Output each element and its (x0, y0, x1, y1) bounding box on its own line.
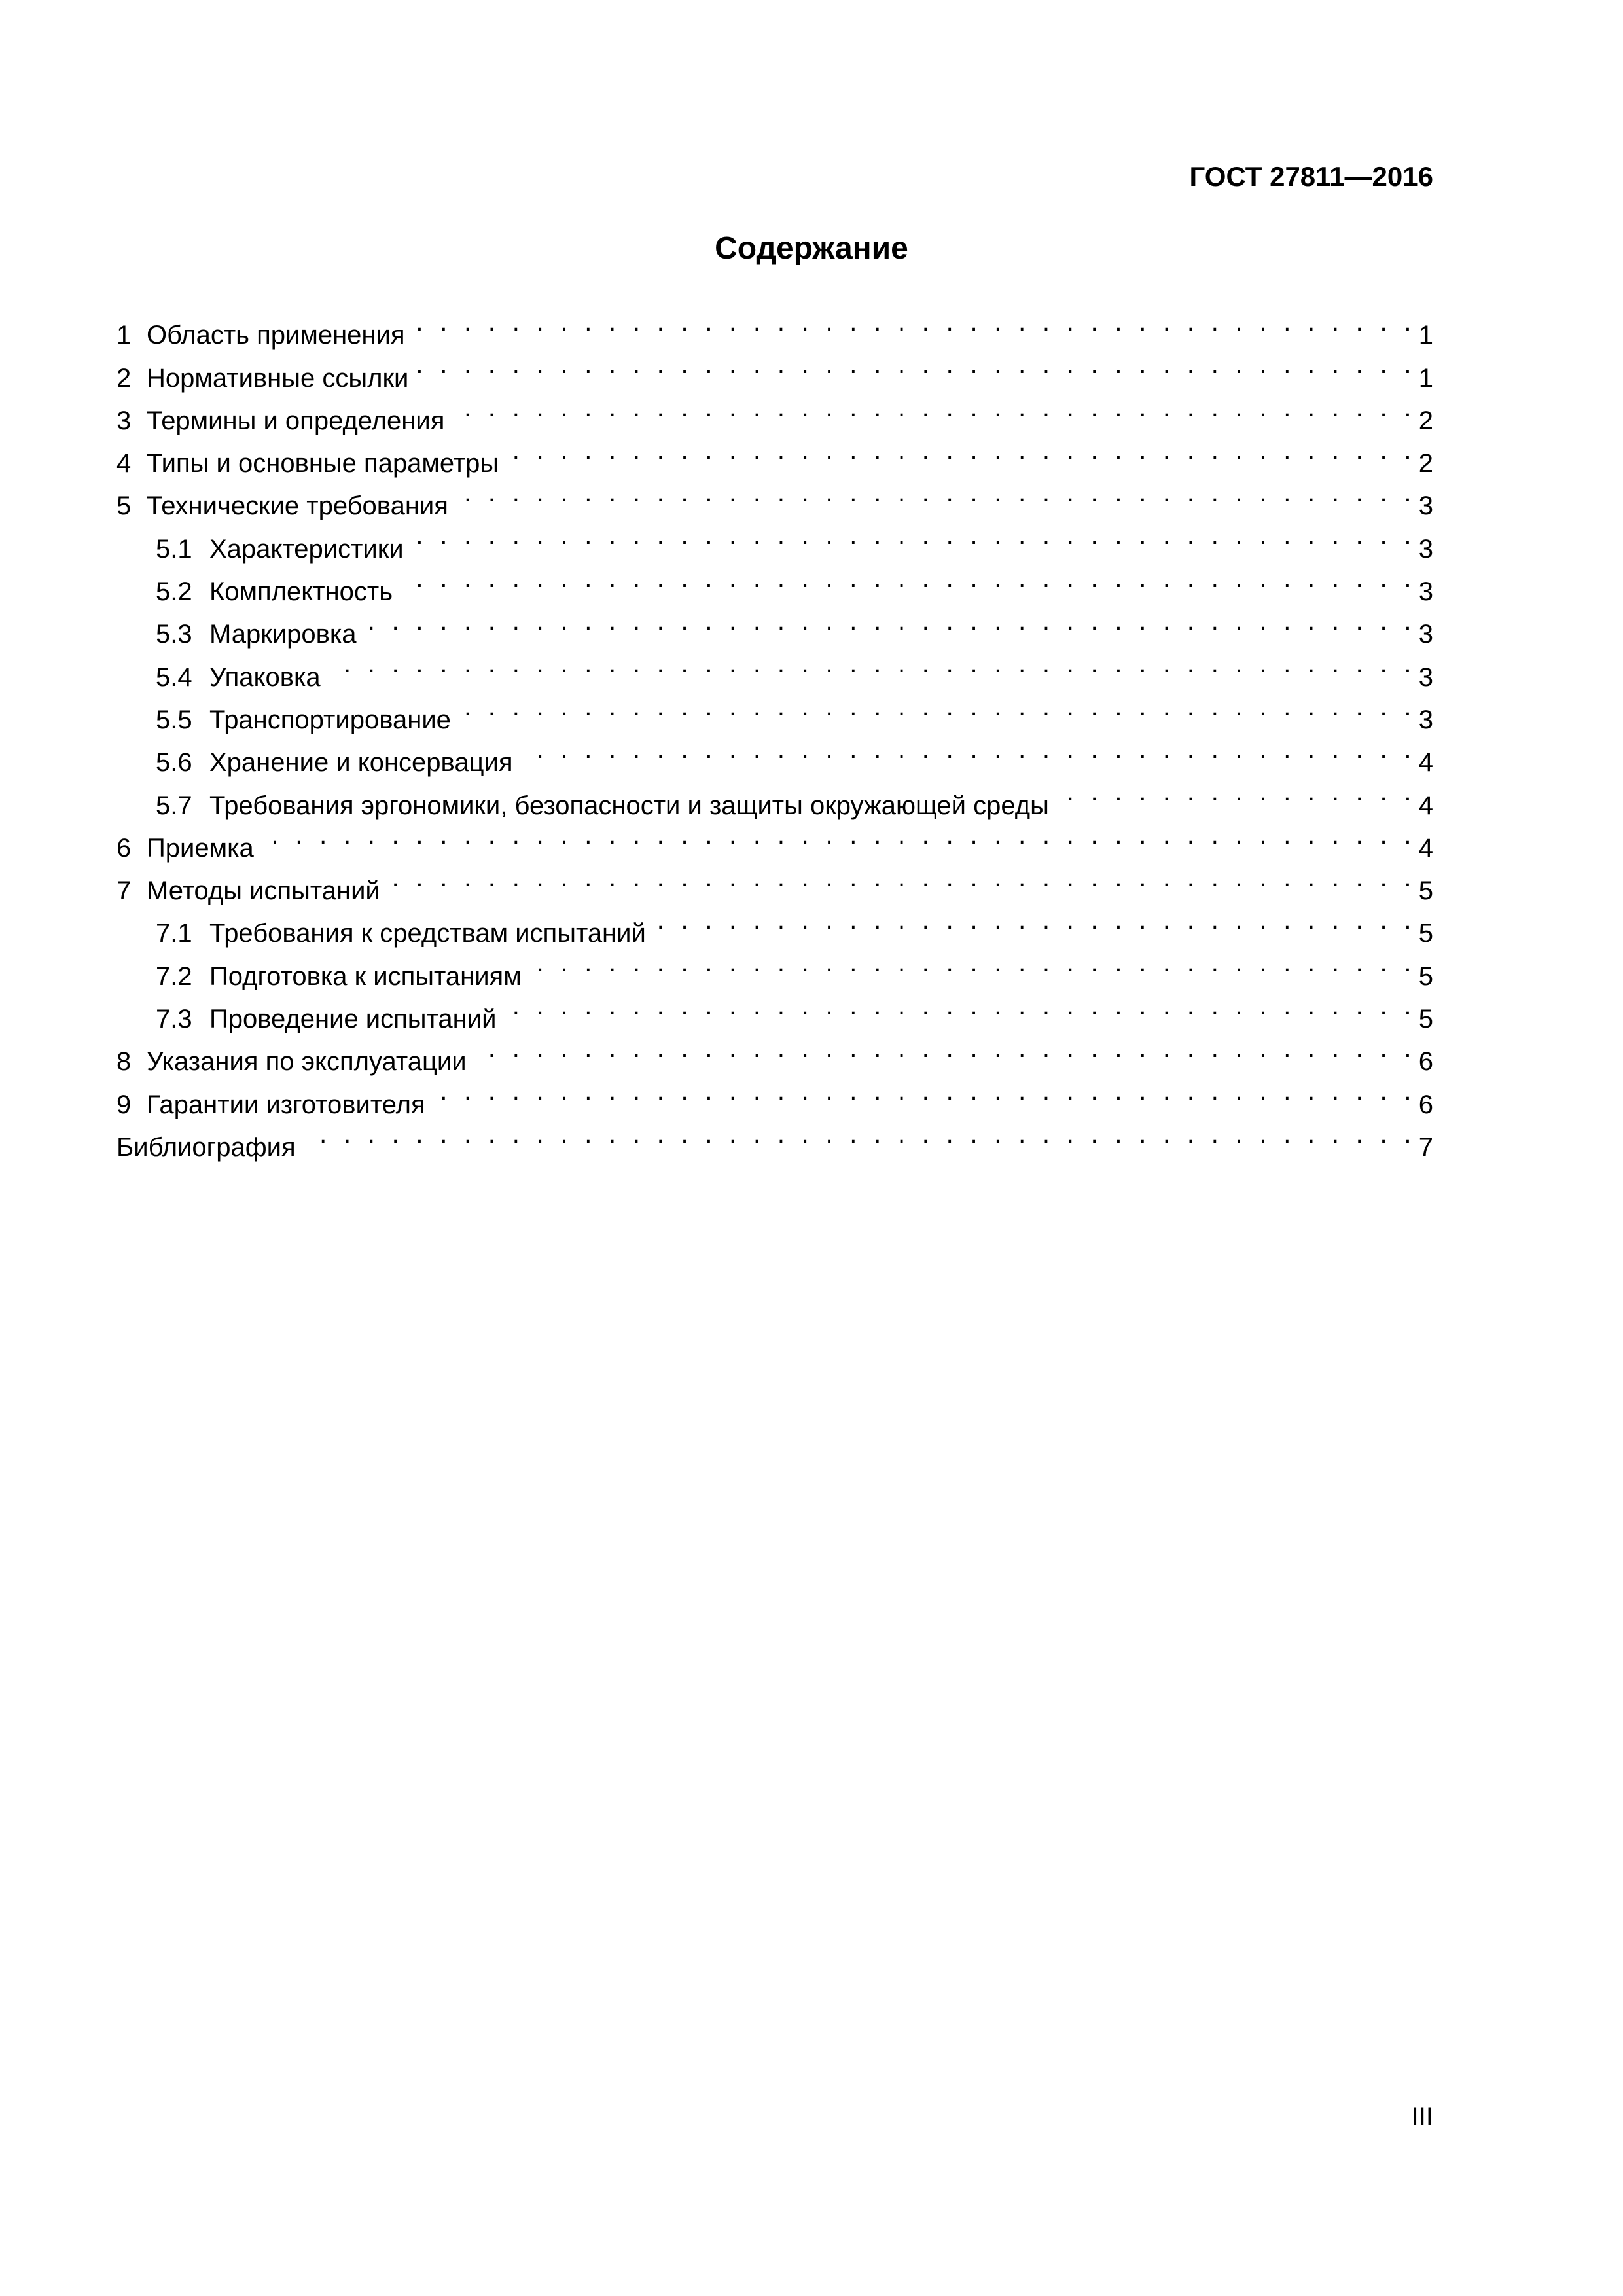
toc-entry-title: Характеристики (209, 534, 404, 564)
toc-entry-number: 7.3 (156, 1005, 192, 1034)
toc-entry-number: 6 (116, 833, 132, 863)
toc-entry-title: Гарантии изготовителя (147, 1090, 425, 1119)
toc-entry-page: 3 (1418, 492, 1433, 521)
toc-entry-page: 1 (1418, 321, 1433, 350)
toc-entry-number: 3 (116, 406, 132, 435)
toc-entry-page: 3 (1418, 577, 1433, 607)
toc-entry-number: 4 (116, 449, 132, 478)
document-code: ГОСТ 27811—2016 (1189, 161, 1433, 192)
toc-entry[interactable] (116, 1113, 1433, 1162)
dot-leader (410, 301, 1416, 344)
dot-leader (361, 600, 1416, 643)
toc-title: Содержание (715, 231, 908, 266)
toc-entry-number: 5.5 (156, 705, 192, 734)
toc-entry-title: Технические требования (147, 492, 448, 521)
toc-entry-title: Область применения (147, 321, 405, 350)
toc-entry-title: Приемка (147, 833, 254, 863)
toc-entry-title: Указания по эксплуатации (147, 1047, 467, 1077)
dot-leader (398, 558, 1416, 600)
toc-entry-title: Упаковка (209, 662, 321, 692)
toc-entry-title: Методы испытаний (147, 876, 380, 906)
toc-entry-page: 5 (1418, 876, 1433, 906)
dot-leader (518, 728, 1416, 771)
toc-entry-page: 3 (1418, 620, 1433, 649)
toc-entry[interactable] (116, 857, 1433, 906)
table-of-contents (116, 301, 1433, 1162)
toc-entry-number: 7 (116, 876, 132, 906)
dot-leader (385, 857, 1416, 899)
toc-entry-number: 5.7 (156, 791, 192, 820)
toc-entry-number: 7.1 (156, 919, 192, 948)
dot-leader (527, 942, 1416, 984)
page-number: III (1411, 2102, 1433, 2131)
dot-leader (454, 472, 1416, 514)
toc-entry-number: 5.2 (156, 577, 192, 607)
toc-entry[interactable] (116, 301, 1433, 350)
toc-entry-page: 6 (1418, 1090, 1433, 1119)
toc-entry-page: 7 (1418, 1132, 1433, 1162)
toc-entry-page: 1 (1418, 363, 1433, 393)
dot-leader (1054, 771, 1416, 814)
dot-leader (326, 643, 1416, 685)
dot-leader (431, 1070, 1416, 1113)
toc-entry-number: 8 (116, 1047, 132, 1077)
toc-entry-title: Проведение испытаний (209, 1005, 497, 1034)
toc-entry-page: 4 (1418, 833, 1433, 863)
toc-entry-number: 5.1 (156, 534, 192, 564)
dot-leader (501, 985, 1416, 1028)
toc-entry[interactable] (116, 814, 1433, 863)
toc-entry-number: 5.3 (156, 620, 192, 649)
toc-entry-number: 5.6 (156, 748, 192, 778)
dot-leader (651, 899, 1416, 942)
dot-leader (504, 429, 1416, 472)
toc-entry-title: Маркировка (209, 620, 357, 649)
toc-entry-title: Подготовка к испытаниям (209, 961, 522, 991)
toc-entry-title: Требования к средствам испытаний (209, 919, 646, 948)
toc-entry-number: 5.4 (156, 662, 192, 692)
dot-leader (414, 344, 1416, 386)
dot-leader (259, 814, 1416, 857)
dot-leader (472, 1028, 1416, 1070)
dot-leader (409, 514, 1416, 557)
toc-entry-page: 3 (1418, 705, 1433, 734)
toc-entry-page: 6 (1418, 1047, 1433, 1077)
toc-entry-page: 5 (1418, 961, 1433, 991)
toc-entry-number: 1 (116, 321, 132, 350)
toc-entry-page: 5 (1418, 1005, 1433, 1034)
toc-entry-page: 3 (1418, 662, 1433, 692)
toc-entry-number: 9 (116, 1090, 132, 1119)
toc-entry-number: 2 (116, 363, 132, 393)
dot-leader (301, 1113, 1416, 1156)
toc-entry-title: Требования эргономики, безопасности и защиты окружающей среды (209, 791, 1049, 820)
toc-entry-title: Термины и определения (147, 406, 445, 435)
toc-entry-title: Библиография (116, 1132, 296, 1162)
toc-entry-title: Комплектность (209, 577, 393, 607)
dot-leader (450, 387, 1416, 429)
toc-entry-page: 5 (1418, 919, 1433, 948)
dot-leader (456, 686, 1416, 728)
toc-entry-page: 2 (1418, 449, 1433, 478)
toc-entry-title: Транспортирование (209, 705, 451, 734)
toc-entry-number: 7.2 (156, 961, 192, 991)
toc-entry-title: Типы и основные параметры (147, 449, 499, 478)
toc-entry-number: 5 (116, 492, 132, 521)
toc-entry-title: Нормативные ссылки (147, 363, 409, 393)
toc-entry-page: 4 (1418, 748, 1433, 778)
toc-entry-page: 3 (1418, 534, 1433, 564)
toc-entry-page: 2 (1418, 406, 1433, 435)
toc-entry-page: 4 (1418, 791, 1433, 820)
toc-entry-title: Хранение и консервация (209, 748, 513, 778)
